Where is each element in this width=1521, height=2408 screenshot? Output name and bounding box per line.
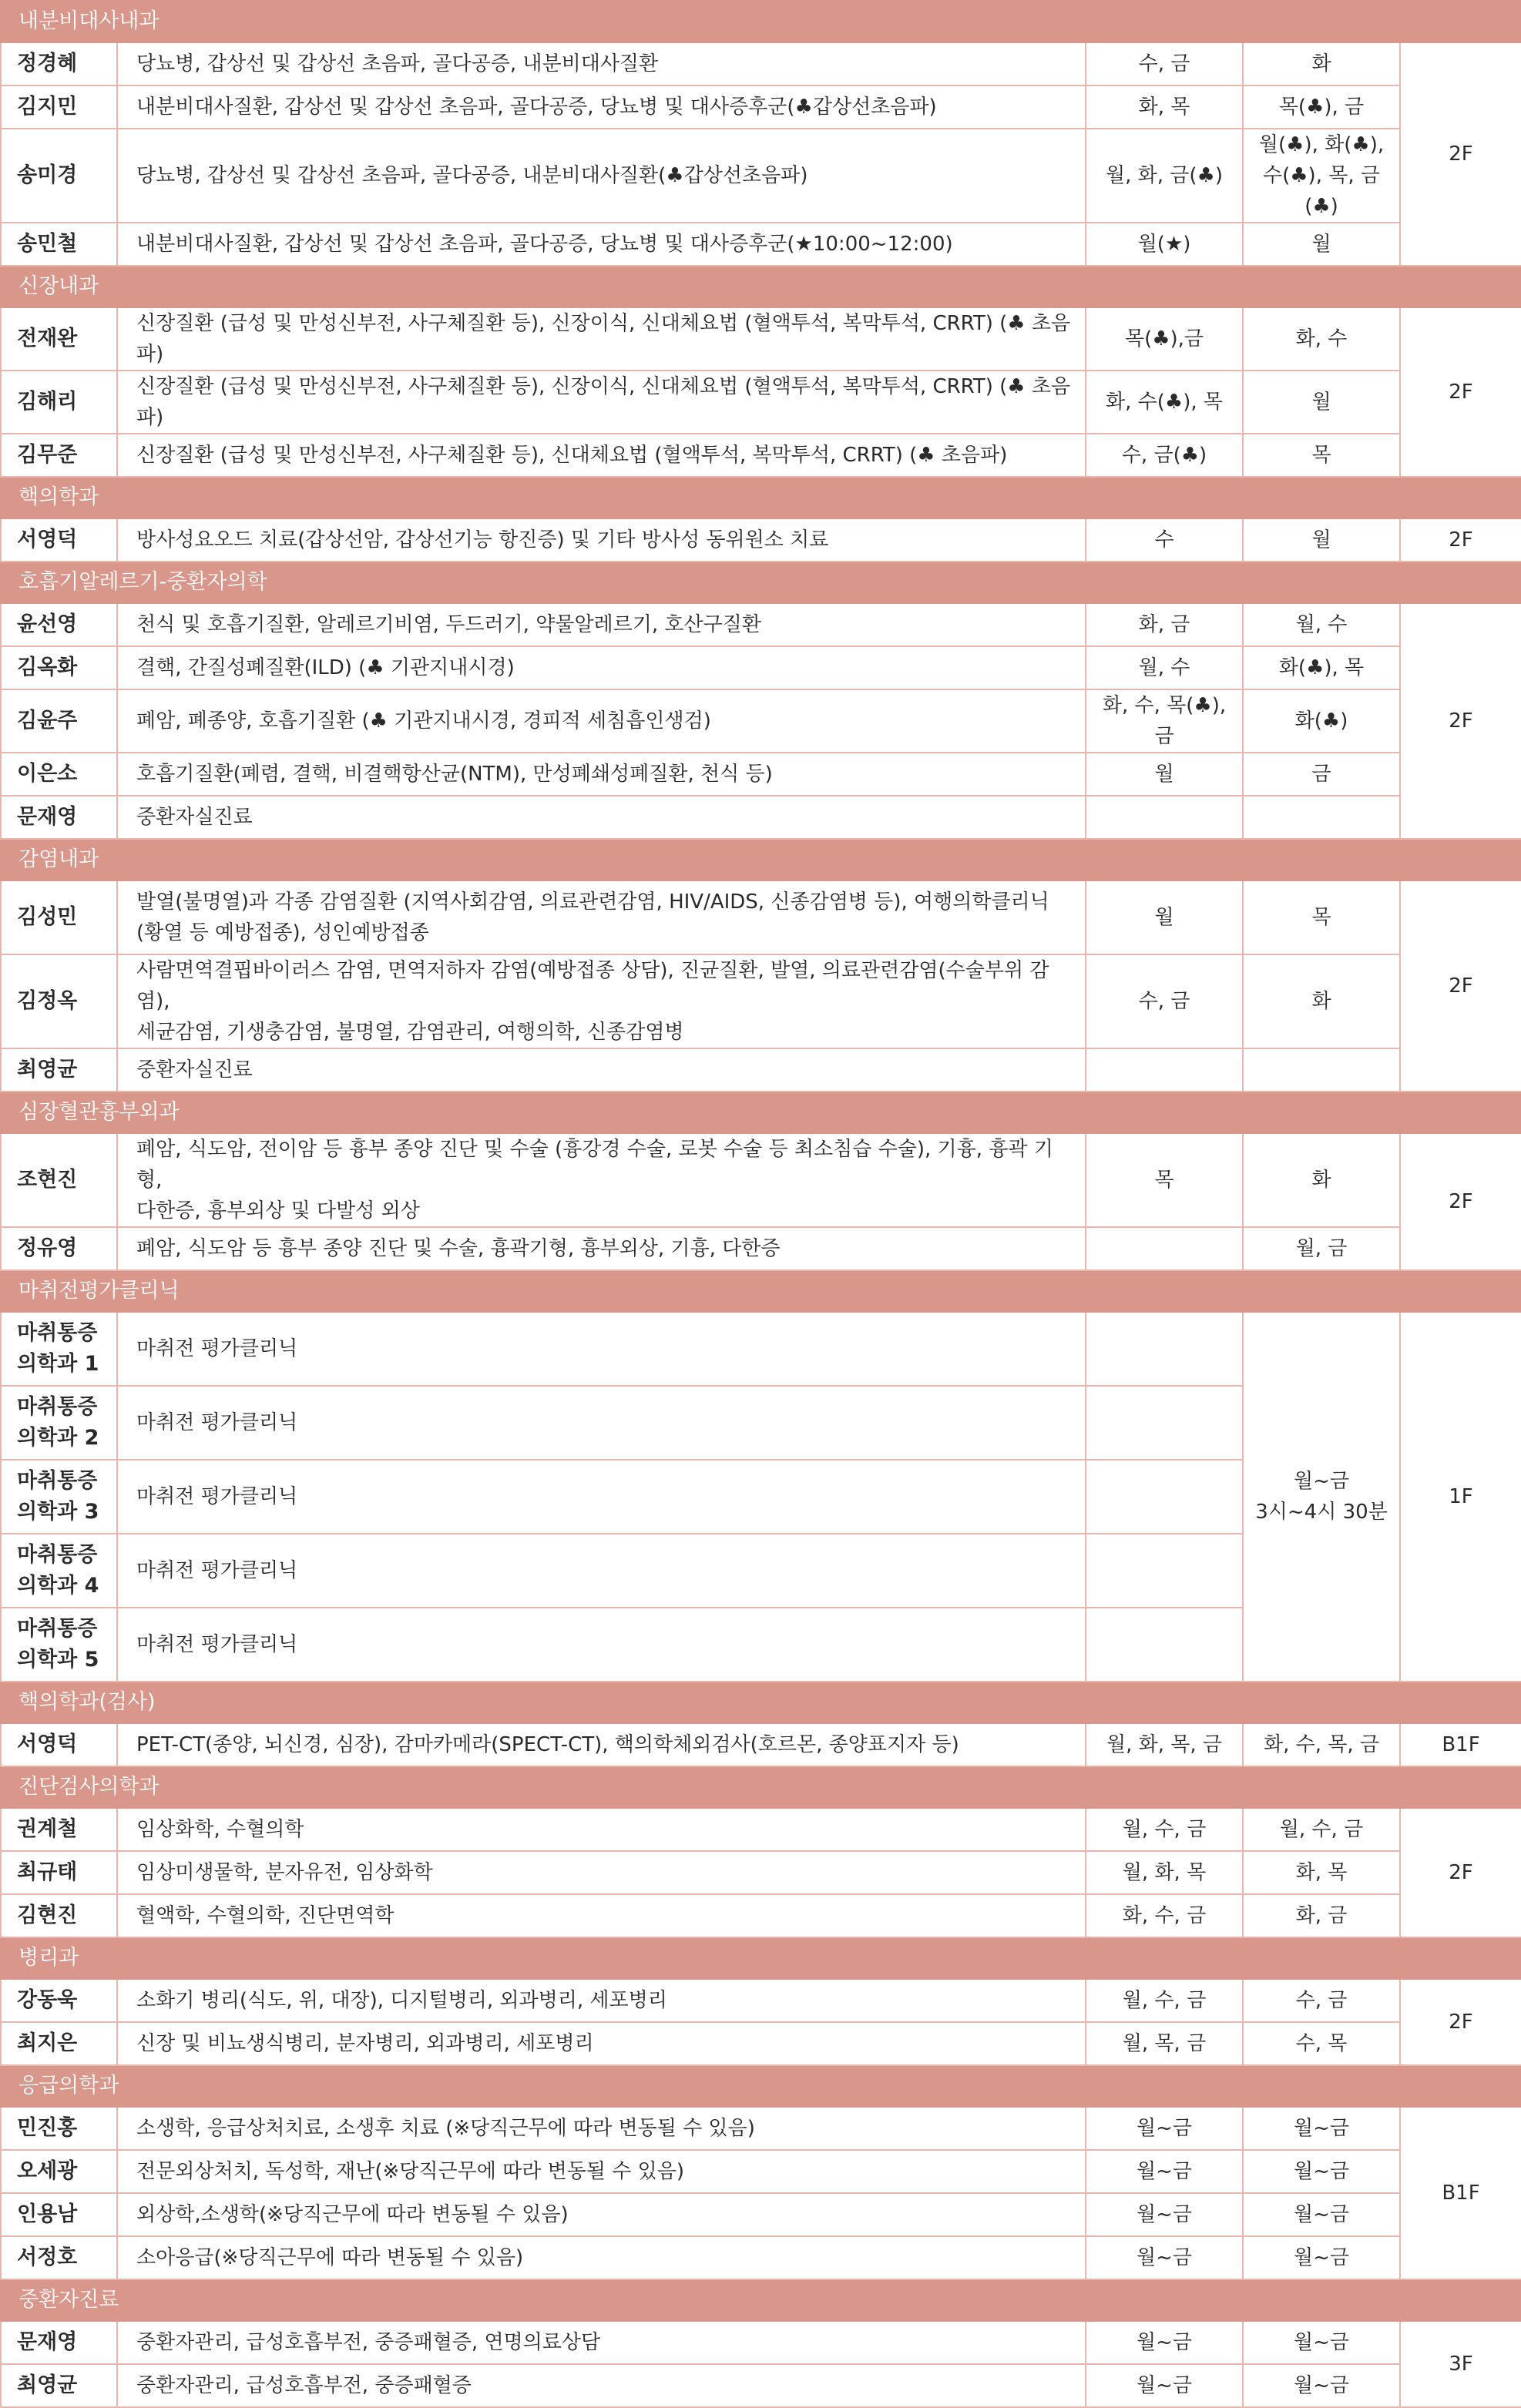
clinic-schedule: 월~금 3시~4시 30분: [1243, 1312, 1400, 1682]
afternoon-days: 화, 수, 목, 금: [1243, 1723, 1400, 1766]
doctor-row: [1, 86, 1521, 129]
doctor-row: [1, 1227, 1521, 1270]
specialty: 내분비대사질환, 갑상선 및 갑상선 초음파, 골다공증, 당뇨병 및 대사증후군(★10:00~12:00): [117, 223, 1086, 266]
morning-days: 월(★): [1086, 223, 1243, 266]
afternoon-days: 월: [1243, 518, 1400, 562]
afternoon-days: 수, 목: [1243, 2022, 1400, 2065]
doctor-name: 송미경: [1, 129, 117, 223]
morning-days: 월~금: [1086, 2236, 1243, 2279]
specialty: 천식 및 호흡기질환, 알레르기비염, 두드러기, 약물알레르기, 호산구질환: [117, 603, 1086, 646]
doctor-row: [1, 2321, 1521, 2364]
doctor-name: 김윤주: [1, 689, 117, 753]
section-header: [1, 1682, 1521, 1723]
doctor-name: 서영덕: [1, 1723, 117, 1766]
morning-days: 화, 수, 금: [1086, 1894, 1243, 1937]
morning-days: 월~금: [1086, 2321, 1243, 2364]
floor: 2F: [1400, 518, 1521, 562]
doctor-name: 최영균: [1, 1048, 117, 1092]
doctor-name: 강동욱: [1, 1979, 117, 2022]
specialty: 마취전 평가클리닉: [117, 1312, 1086, 1386]
specialty: 폐암, 폐종양, 호흡기질환 (♣ 기관지내시경, 경피적 세침흡인생검): [117, 689, 1086, 753]
doctor-row: [1, 646, 1521, 689]
specialty: 당뇨병, 갑상선 및 갑상선 초음파, 골다공증, 내분비대사질환: [117, 42, 1086, 86]
doctor-name: 정유영: [1, 1227, 117, 1270]
doctor-name: 김현진: [1, 1894, 117, 1937]
doctor-row: [1, 954, 1521, 1048]
specialty: 외상학,소생학(※당직근무에 따라 변동될 수 있음): [117, 2193, 1086, 2236]
afternoon-days: 수, 금: [1243, 1979, 1400, 2022]
specialty: 중환자실진료: [117, 796, 1086, 839]
afternoon-days: 월~금: [1243, 2193, 1400, 2236]
clinic-name: 마취통증 의학과 4: [1, 1534, 117, 1608]
department-name: 진단검사의학과: [1, 1766, 1521, 1808]
doctor-name: 민진홍: [1, 2107, 117, 2150]
afternoon-days: 월~금: [1243, 2364, 1400, 2407]
doctor-name: 인용남: [1, 2193, 117, 2236]
doctor-name: 정경혜: [1, 42, 117, 86]
doctor-name: 전재완: [1, 307, 117, 371]
afternoon-days: [1243, 796, 1400, 839]
section-header: [1, 266, 1521, 307]
doctor-name: 김해리: [1, 371, 117, 434]
doctor-row: [1, 689, 1521, 753]
specialty: 임상미생물학, 분자유전, 임상화학: [117, 1851, 1086, 1894]
specialty: 마취전 평가클리닉: [117, 1460, 1086, 1534]
section-header: [1, 477, 1521, 518]
doctor-name: 문재영: [1, 2321, 117, 2364]
afternoon-days: 목: [1243, 434, 1400, 477]
specialty: 임상화학, 수혈의학: [117, 1808, 1086, 1851]
department-name: 감염내과: [1, 839, 1521, 880]
clinic-name: 마취통증 의학과 3: [1, 1460, 117, 1534]
doctor-row: [1, 371, 1521, 434]
doctor-row: [1, 1133, 1521, 1227]
specialty: 호흡기질환(폐렴, 결핵, 비결핵항산균(NTM), 만성폐쇄성폐질환, 천식 등): [117, 753, 1086, 796]
doctor-row: [1, 2022, 1521, 2065]
morning-days: 월, 목, 금: [1086, 2022, 1243, 2065]
specialty: 마취전 평가클리닉: [117, 1386, 1086, 1460]
morning-days: [1086, 1534, 1243, 1608]
afternoon-days: 월, 금: [1243, 1227, 1400, 1270]
specialty: 전문외상처치, 독성학, 재난(※당직근무에 따라 변동될 수 있음): [117, 2150, 1086, 2193]
specialty: 결핵, 간질성폐질환(ILD) (♣ 기관지내시경): [117, 646, 1086, 689]
specialty: 당뇨병, 갑상선 및 갑상선 초음파, 골다공증, 내분비대사질환(♣갑상선초음파): [117, 129, 1086, 223]
afternoon-days: 월~금: [1243, 2321, 1400, 2364]
morning-days: 월~금: [1086, 2193, 1243, 2236]
morning-days: 화, 수(♣), 목: [1086, 371, 1243, 434]
morning-days: 화, 수, 목(♣), 금: [1086, 689, 1243, 753]
floor: B1F: [1400, 1723, 1521, 1766]
doctor-name: 김옥화: [1, 646, 117, 689]
doctor-name: 이은소: [1, 753, 117, 796]
afternoon-days: 목: [1243, 880, 1400, 954]
specialty: 마취전 평가클리닉: [117, 1608, 1086, 1682]
doctor-name: 권계철: [1, 1808, 117, 1851]
doctor-row: [1, 2236, 1521, 2279]
specialty: 폐암, 식도암, 전이암 등 흉부 종양 진단 및 수술 (흉강경 수술, 로봇 수술 등 최소침습 수술), 기흉, 흉곽 기형, 다한증, 흉부외상 및 다발성 외상: [117, 1133, 1086, 1227]
doctor-row: [1, 434, 1521, 477]
clinic-name: 마취통증 의학과 1: [1, 1312, 117, 1386]
doctor-row: [1, 753, 1521, 796]
department-name: 중환자진료: [1, 2279, 1521, 2321]
section-header: [1, 1766, 1521, 1808]
specialty: 신장질환 (급성 및 만성신부전, 사구체질환 등), 신장이식, 신대체요법 (혈액투석, 복막투석, CRRT) (♣ 초음파): [117, 371, 1086, 434]
doctor-name: 문재영: [1, 796, 117, 839]
morning-days: [1086, 1227, 1243, 1270]
afternoon-days: 화: [1243, 1133, 1400, 1227]
afternoon-days: 화, 수: [1243, 307, 1400, 371]
department-name: 핵의학과(검사): [1, 1682, 1521, 1723]
doctor-name: 최지은: [1, 2022, 117, 2065]
morning-days: 월~금: [1086, 2107, 1243, 2150]
doctor-name: 최규태: [1, 1851, 117, 1894]
floor: 3F: [1400, 2321, 1521, 2407]
specialty: 중환자실진료: [117, 1048, 1086, 1092]
floor: 2F: [1400, 42, 1521, 266]
specialty: PET-CT(종양, 뇌신경, 심장), 감마카메라(SPECT-CT), 핵의학체외검사(호르몬, 종양표지자 등): [117, 1723, 1086, 1766]
morning-days: 화, 금: [1086, 603, 1243, 646]
floor: 1F: [1400, 1312, 1521, 1682]
afternoon-days: 화(♣), 목: [1243, 646, 1400, 689]
department-name: 신장내과: [1, 266, 1521, 307]
doctor-row: [1, 1851, 1521, 1894]
doctor-name: 서정호: [1, 2236, 117, 2279]
doctor-row: [1, 1723, 1521, 1766]
afternoon-days: 목(♣), 금: [1243, 86, 1400, 129]
morning-days: 월, 화, 금(♣): [1086, 129, 1243, 223]
morning-days: [1086, 1608, 1243, 1682]
afternoon-days: 화(♣): [1243, 689, 1400, 753]
morning-days: [1086, 1460, 1243, 1534]
doctor-row: [1, 1894, 1521, 1937]
doctor-name: 윤선영: [1, 603, 117, 646]
doctor-name: 김지민: [1, 86, 117, 129]
floor: 2F: [1400, 1808, 1521, 1937]
doctor-row: [1, 518, 1521, 562]
afternoon-days: [1243, 1048, 1400, 1092]
specialty: 소화기 병리(식도, 위, 대장), 디지털병리, 외과병리, 세포병리: [117, 1979, 1086, 2022]
section-header: [1, 1092, 1521, 1133]
specialty: 신장질환 (급성 및 만성신부전, 사구체질환 등), 신대체요법 (혈액투석, 복막투석, CRRT) (♣ 초음파): [117, 434, 1086, 477]
specialty: 사람면역결핍바이러스 감염, 면역저하자 감염(예방접종 상담), 진균질환, 발열, 의료관련감염(수술부위 감염), 세균감염, 기생충감염, 불명열, 감염관리, 여행의학, 신종감염병: [117, 954, 1086, 1048]
specialty: 신장질환 (급성 및 만성신부전, 사구체질환 등), 신장이식, 신대체요법 (혈액투석, 복막투석, CRRT) (♣ 초음파): [117, 307, 1086, 371]
department-name: 핵의학과: [1, 477, 1521, 518]
section-header: [1, 1937, 1521, 1979]
doctor-row: [1, 307, 1521, 371]
doctor-row: [1, 603, 1521, 646]
floor: 2F: [1400, 307, 1521, 477]
floor: 2F: [1400, 1979, 1521, 2065]
doctor-row: [1, 42, 1521, 86]
department-name: 호흡기알레르기-중환자의학: [1, 562, 1521, 603]
doctor-name: 최영균: [1, 2364, 117, 2407]
department-name: 병리과: [1, 1937, 1521, 1979]
morning-days: 수, 금: [1086, 954, 1243, 1048]
morning-days: [1086, 796, 1243, 839]
afternoon-days: 화: [1243, 42, 1400, 86]
specialty: 혈액학, 수혈의학, 진단면역학: [117, 1894, 1086, 1937]
doctor-row: [1, 1808, 1521, 1851]
doctor-row: [1, 2364, 1521, 2407]
specialty: 소아응급(※당직근무에 따라 변동될 수 있음): [117, 2236, 1086, 2279]
department-name: 심장혈관흉부외과: [1, 1092, 1521, 1133]
clinic-name: 마취통증 의학과 2: [1, 1386, 117, 1460]
floor: 2F: [1400, 1133, 1521, 1270]
morning-days: 월, 수, 금: [1086, 1808, 1243, 1851]
afternoon-days: 화: [1243, 954, 1400, 1048]
afternoon-days: 월, 수, 금: [1243, 1808, 1400, 1851]
department-name: 마취전평가클리닉: [1, 1270, 1521, 1312]
morning-days: 수, 금: [1086, 42, 1243, 86]
department-name: 응급의학과: [1, 2065, 1521, 2107]
doctor-row: [1, 1979, 1521, 2022]
clinic-name: 마취통증 의학과 5: [1, 1608, 117, 1682]
afternoon-days: 월(♣), 화(♣), 수(♣), 목, 금(♣): [1243, 129, 1400, 223]
floor: B1F: [1400, 2107, 1521, 2279]
doctor-name: 서영덕: [1, 518, 117, 562]
doctor-row: [1, 129, 1521, 223]
specialty: 발열(불명열)과 각종 감염질환 (지역사회감염, 의료관련감염, HIV/AIDS, 신종감염병 등), 여행의학클리닉 (황열 등 예방접종), 성인예방접종: [117, 880, 1086, 954]
afternoon-days: 화, 목: [1243, 1851, 1400, 1894]
afternoon-days: 월~금: [1243, 2150, 1400, 2193]
afternoon-days: 월, 수: [1243, 603, 1400, 646]
specialty: 방사성요오드 치료(갑상선암, 갑상선기능 항진증) 및 기타 방사성 동위원소 치료: [117, 518, 1086, 562]
morning-days: 수: [1086, 518, 1243, 562]
doctor-row: [1, 2150, 1521, 2193]
doctor-row: [1, 1048, 1521, 1092]
doctor-name: 김무준: [1, 434, 117, 477]
doctor-name: 송민철: [1, 223, 117, 266]
section-header: [1, 1, 1521, 42]
doctor-name: 조현진: [1, 1133, 117, 1227]
morning-days: 월, 수: [1086, 646, 1243, 689]
afternoon-days: 월: [1243, 223, 1400, 266]
morning-days: [1086, 1312, 1243, 1386]
afternoon-days: 월~금: [1243, 2107, 1400, 2150]
specialty: 폐암, 식도암 등 흉부 종양 진단 및 수술, 흉곽기형, 흉부외상, 기흉, 다한증: [117, 1227, 1086, 1270]
section-header: [1, 839, 1521, 880]
morning-days: 목: [1086, 1133, 1243, 1227]
specialty: 중환자관리, 급성호흡부전, 중증패혈증: [117, 2364, 1086, 2407]
afternoon-days: 금: [1243, 753, 1400, 796]
morning-days: 목(♣),금: [1086, 307, 1243, 371]
specialty: 내분비대사질환, 갑상선 및 갑상선 초음파, 골다공증, 당뇨병 및 대사증후군(♣갑상선초음파): [117, 86, 1086, 129]
doctor-name: 김정옥: [1, 954, 117, 1048]
doctor-row: [1, 2107, 1521, 2150]
specialty: 신장 및 비뇨생식병리, 분자병리, 외과병리, 세포병리: [117, 2022, 1086, 2065]
section-header: [1, 562, 1521, 603]
afternoon-days: 화, 금: [1243, 1894, 1400, 1937]
doctor-name: 김성민: [1, 880, 117, 954]
morning-days: 월~금: [1086, 2364, 1243, 2407]
morning-days: 월: [1086, 880, 1243, 954]
morning-days: 월~금: [1086, 2150, 1243, 2193]
doctor-row: [1, 796, 1521, 839]
afternoon-days: 월~금: [1243, 2236, 1400, 2279]
morning-days: 월: [1086, 753, 1243, 796]
morning-days: 월, 화, 목, 금: [1086, 1723, 1243, 1766]
specialty: 중환자관리, 급성호흡부전, 중증패혈증, 연명의료상담: [117, 2321, 1086, 2364]
morning-days: 월, 수, 금: [1086, 1979, 1243, 2022]
morning-days: 수, 금(♣): [1086, 434, 1243, 477]
morning-days: [1086, 1048, 1243, 1092]
floor: 2F: [1400, 603, 1521, 839]
floor: 2F: [1400, 880, 1521, 1092]
specialty: 소생학, 응급상처치료, 소생후 치료 (※당직근무에 따라 변동될 수 있음): [117, 2107, 1086, 2150]
morning-days: 월, 화, 목: [1086, 1851, 1243, 1894]
section-header: [1, 1270, 1521, 1312]
doctor-row: [1, 2193, 1521, 2236]
specialty: 마취전 평가클리닉: [117, 1534, 1086, 1608]
clinic-row: [1, 1312, 1521, 1386]
afternoon-days: 월: [1243, 371, 1400, 434]
doctor-row: [1, 880, 1521, 954]
doctor-row: [1, 223, 1521, 266]
morning-days: 화, 목: [1086, 86, 1243, 129]
section-header: [1, 2065, 1521, 2107]
morning-days: [1086, 1386, 1243, 1460]
section-header: [1, 2279, 1521, 2321]
department-name: 내분비대사내과: [1, 1, 1521, 42]
doctor-name: 오세광: [1, 2150, 117, 2193]
